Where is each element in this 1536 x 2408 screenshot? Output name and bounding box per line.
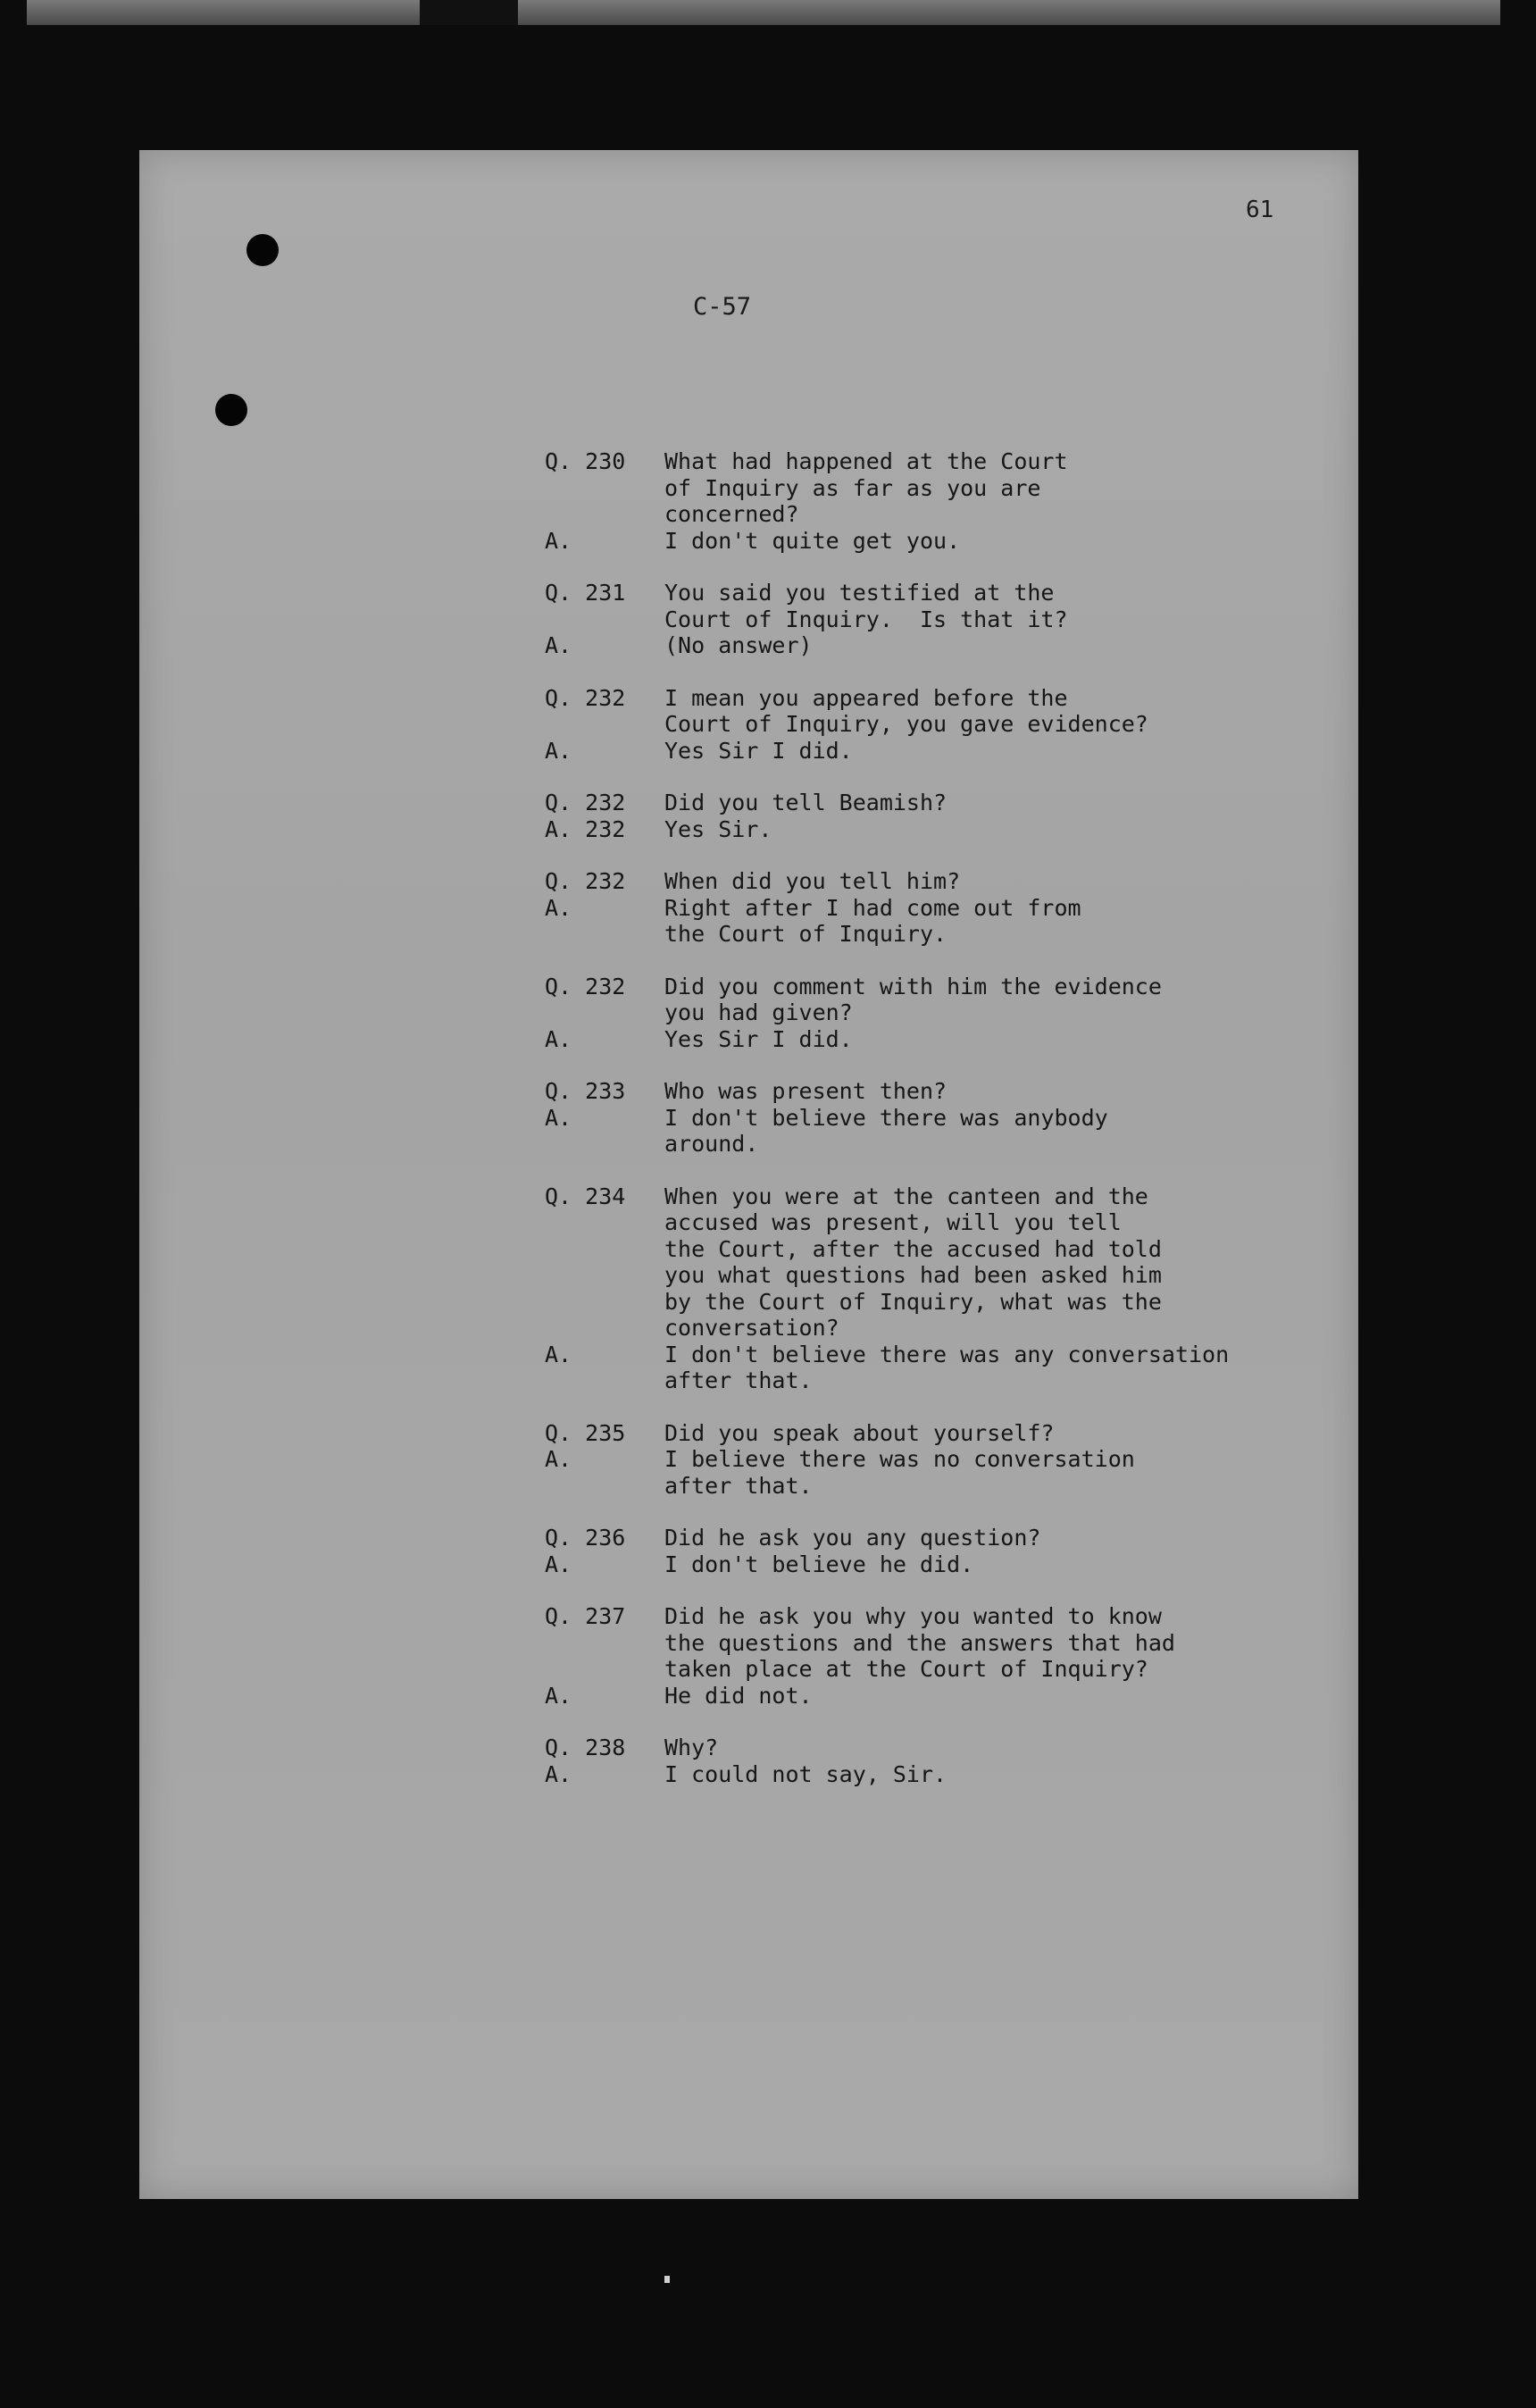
question-text: When you were at the canteen and the [664, 1183, 1148, 1209]
question-label: Q. 237 [545, 1603, 626, 1629]
answer-line [545, 1367, 1331, 1394]
label-spacer [545, 475, 664, 502]
question-text: accused was present, will you tell [664, 1209, 1122, 1235]
question-label: Q. 230 [545, 448, 626, 474]
transcript-body [545, 448, 1331, 1813]
question-label: Q. 231 [545, 580, 626, 606]
answer-line [545, 1026, 1331, 1053]
question-text: concerned? [664, 501, 799, 527]
answer-text: Yes Sir I did. [664, 737, 853, 764]
question-text: Did he ask you why you wanted to know [664, 1603, 1162, 1629]
qa-entry [545, 580, 1331, 659]
question-text: the questions and the answers that had [664, 1629, 1175, 1656]
answer-line [545, 1131, 1331, 1158]
label-spacer [545, 1209, 664, 1236]
answer-text: I don't quite get you. [664, 527, 961, 554]
question-label: Q. 238 [545, 1735, 626, 1760]
qa-entry [545, 868, 1331, 948]
question-text: you had given? [664, 999, 853, 1025]
answer-text: I believe there was no conversation [664, 1446, 1135, 1472]
question-text: Court of Inquiry, you gave evidence? [664, 711, 1148, 737]
label-spacer [545, 606, 664, 633]
answer-line [545, 1551, 1331, 1578]
question-label: Q. 235 [545, 1419, 626, 1446]
label-spacer [545, 501, 664, 528]
question-line [545, 475, 1331, 502]
question-label: Q. 236 [545, 1525, 626, 1551]
answer-label: A. 232 [545, 815, 626, 842]
question-line [545, 1603, 1331, 1630]
question-line [545, 1735, 1331, 1761]
question-line [545, 606, 1331, 633]
answer-label: A. [545, 737, 572, 764]
answer-text: the Court of Inquiry. [664, 921, 947, 947]
answer-text: Right after I had come out from [664, 894, 1081, 921]
question-text: Court of Inquiry. Is that it? [664, 606, 1068, 632]
question-text: What had happened at the Court [664, 448, 1068, 474]
answer-label: A. [545, 1760, 572, 1787]
page-number: 61 [1246, 196, 1274, 223]
question-line [545, 1262, 1331, 1289]
question-text: by the Court of Inquiry, what was the [664, 1288, 1162, 1315]
question-text: taken place at the Court of Inquiry? [664, 1656, 1148, 1682]
answer-label: A. [545, 1104, 572, 1131]
label-spacer [545, 711, 664, 738]
film-edge-gap [420, 0, 518, 25]
label-spacer [545, 1367, 664, 1394]
answer-text: I don't believe there was any conversation [664, 1341, 1230, 1367]
question-text: When did you tell him? [664, 868, 961, 894]
answer-label: A. [545, 894, 572, 921]
label-spacer [545, 1315, 664, 1342]
answer-line [545, 921, 1331, 948]
answer-text: after that. [664, 1367, 813, 1393]
answer-line [545, 895, 1331, 922]
answer-text: He did not. [664, 1682, 813, 1709]
question-text: You said you testified at the [664, 580, 1055, 606]
question-line [545, 974, 1331, 1000]
answer-text: I don't believe there was anybody [664, 1104, 1108, 1131]
answer-line [545, 1761, 1331, 1788]
label-spacer [545, 1630, 664, 1657]
answer-label: A. [545, 1025, 572, 1052]
answer-line [545, 1473, 1331, 1500]
answer-line [545, 738, 1331, 765]
question-label: Q. 234 [545, 1183, 626, 1209]
qa-entry [545, 1078, 1331, 1158]
question-line [545, 1289, 1331, 1316]
label-spacer [545, 1131, 664, 1158]
film-mark [664, 2276, 670, 2283]
question-line [545, 501, 1331, 528]
question-line [545, 1236, 1331, 1263]
qa-entry [545, 974, 1331, 1053]
document-reference: C-57 [693, 293, 752, 321]
question-text: conversation? [664, 1315, 839, 1341]
qa-entry [545, 1735, 1331, 1787]
qa-entry [545, 790, 1331, 842]
question-label: Q. 233 [545, 1078, 626, 1104]
question-line [545, 1209, 1331, 1236]
answer-label: A. [545, 1682, 572, 1709]
question-label: Q. 232 [545, 684, 626, 711]
qa-entry [545, 1603, 1331, 1709]
label-spacer [545, 1289, 664, 1316]
question-label: Q. 232 [545, 973, 626, 999]
question-text: Did you speak about yourself? [664, 1419, 1055, 1446]
punch-hole [215, 394, 247, 426]
qa-entry [545, 1183, 1331, 1394]
answer-text: (No answer) [664, 632, 813, 658]
answer-label: A. [545, 1446, 572, 1472]
question-line [545, 1525, 1331, 1551]
question-line [545, 868, 1331, 895]
answer-line [545, 1683, 1331, 1710]
question-line [545, 685, 1331, 712]
answer-label: A. [545, 1341, 572, 1367]
question-line [545, 1420, 1331, 1447]
question-line [545, 711, 1331, 738]
question-text: of Inquiry as far as you are [664, 474, 1041, 501]
answer-text: around. [664, 1131, 759, 1157]
question-label: Q. 232 [545, 790, 626, 815]
answer-line [545, 1105, 1331, 1132]
label-spacer [545, 921, 664, 948]
question-text: I mean you appeared before the [664, 684, 1068, 711]
label-spacer [545, 1473, 664, 1500]
question-text: Who was present then? [664, 1078, 947, 1104]
question-line [545, 1315, 1331, 1342]
qa-entry [545, 1525, 1331, 1577]
answer-text: Yes Sir I did. [664, 1025, 853, 1052]
label-spacer [545, 1236, 664, 1263]
answer-line [545, 1342, 1331, 1368]
answer-label: A. [545, 527, 572, 554]
answer-label: A. [545, 632, 572, 658]
answer-line [545, 1446, 1331, 1473]
label-spacer [545, 1262, 664, 1289]
answer-line [545, 528, 1331, 555]
answer-text: Yes Sir. [664, 815, 772, 842]
question-line [545, 580, 1331, 606]
question-line [545, 1630, 1331, 1657]
answer-line [545, 632, 1331, 659]
question-text: Why? [664, 1735, 719, 1760]
question-text: Did you comment with him the evidence [664, 973, 1162, 999]
label-spacer [545, 1656, 664, 1683]
punch-hole [246, 234, 279, 266]
question-line [545, 999, 1331, 1026]
question-line [545, 1183, 1331, 1210]
question-line [545, 1078, 1331, 1105]
answer-label: A. [545, 1551, 572, 1577]
question-label: Q. 232 [545, 868, 626, 894]
question-text: the Court, after the accused had told [664, 1235, 1162, 1262]
answer-text: I don't believe he did. [664, 1551, 974, 1577]
qa-entry [545, 1420, 1331, 1500]
label-spacer [545, 999, 664, 1026]
answer-text: after that. [664, 1472, 813, 1499]
film-edge-strip [27, 0, 1500, 25]
question-text: you what questions had been asked him [664, 1262, 1162, 1288]
qa-entry [545, 685, 1331, 765]
question-line [545, 1656, 1331, 1683]
question-line [545, 448, 1331, 475]
question-text: Did he ask you any question? [664, 1525, 1041, 1551]
answer-line [545, 816, 1331, 843]
answer-text: I could not say, Sir. [664, 1760, 947, 1787]
question-text: Did you tell Beamish? [664, 790, 947, 815]
question-line [545, 790, 1331, 816]
qa-entry [545, 448, 1331, 554]
